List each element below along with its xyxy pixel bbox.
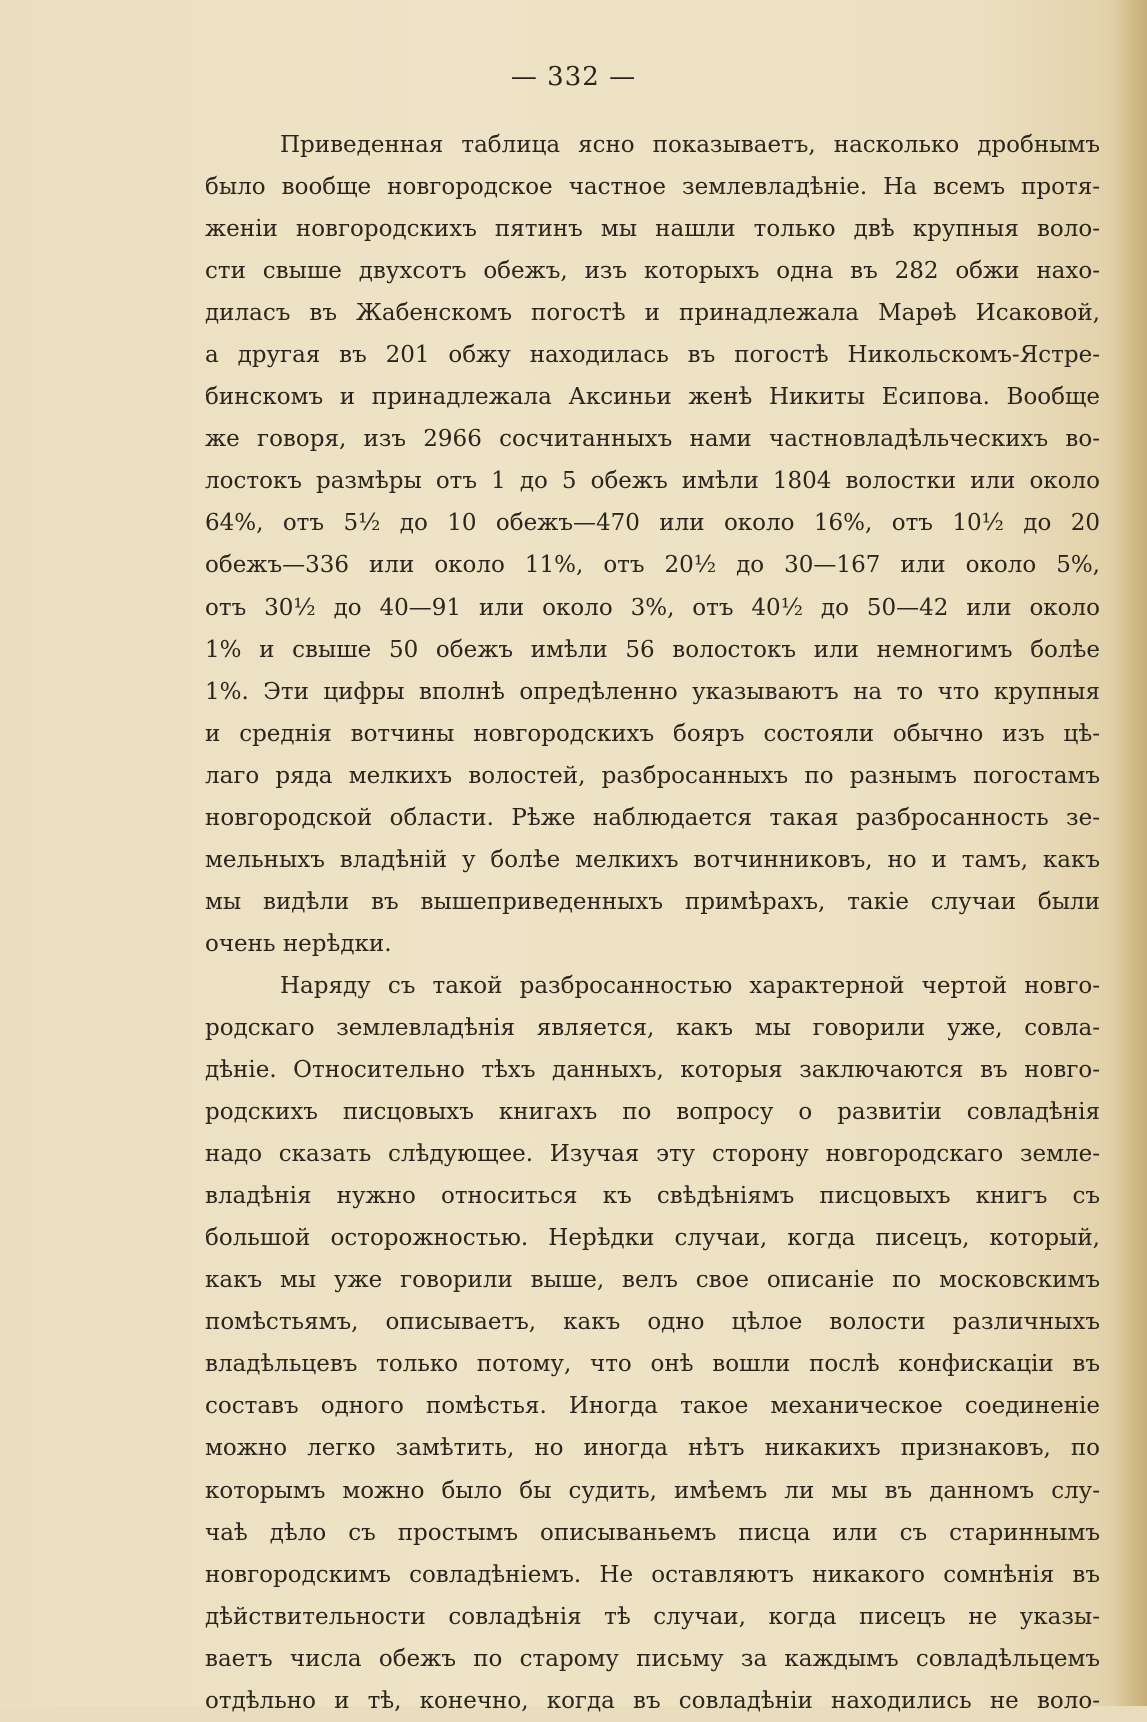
- text-line: ваетъ числа обежъ по старому письму за каждымъ совладѣльцемъ: [205, 1645, 1100, 1672]
- page-edge-shadow: [1113, 0, 1147, 1706]
- text-line: дѣніе. Относительно тѣхъ данныхъ, которыя заключаются въ новго-: [205, 1057, 1100, 1084]
- text-line: сти свыше двухсотъ обежъ, изъ которыхъ одна въ 282 обжи нахо-: [205, 258, 1100, 285]
- text-line: можно легко замѣтить, но иногда нѣтъ никакихъ признаковъ, по: [205, 1435, 1100, 1462]
- text-line: мы видѣли въ вышеприведенныхъ примѣрахъ, такіе случаи были: [205, 888, 1100, 915]
- text-line: владѣльцевъ только потому, что онѣ вошли послѣ конфискаціи въ: [205, 1351, 1100, 1378]
- text-line: было вообще новгородское частное землевладѣніе. На всемъ протя-: [205, 174, 1100, 201]
- text-line: обежъ—336 или около 11%, отъ 20½ до 30—167 или около 5%,: [205, 552, 1100, 579]
- text-line: же говоря, изъ 2966 сосчитанныхъ нами частновладѣльческихъ во-: [205, 426, 1100, 453]
- text-line: большой осторожностью. Нерѣдки случаи, когда писецъ, который,: [205, 1225, 1100, 1252]
- body-text: [205, 124, 1100, 1722]
- text-line: диласъ въ Жабенскомъ погостѣ и принадлежала Марѳѣ Исаковой,: [205, 300, 1100, 327]
- text-line: составъ одного помѣстья. Иногда такое механическое соединеніе: [205, 1393, 1100, 1420]
- text-line: Наряду съ такой разбросанностью характерной чертой новго-: [280, 972, 1100, 999]
- text-line: новгородскимъ совладѣніемъ. Не оставляютъ никакого сомнѣнія въ: [205, 1561, 1100, 1588]
- text-line: чаѣ дѣло съ простымъ описываньемъ писца или съ стариннымъ: [205, 1519, 1100, 1546]
- text-line: владѣнія нужно относиться къ свѣдѣніямъ писцовыхъ книгъ съ: [205, 1183, 1100, 1210]
- text-line: лаго ряда мелкихъ волостей, разбросанныхъ по разнымъ погостамъ: [205, 762, 1100, 789]
- text-line: женіи новгородскихъ пятинъ мы нашли только двѣ крупныя воло-: [205, 216, 1100, 243]
- text-line: новгородской области. Рѣже наблюдается такая разбросанность зе-: [205, 804, 1100, 831]
- page-number: — 332 —: [510, 62, 637, 92]
- text-line: бинскомъ и принадлежала Аксиньи женѣ Никиты Есипова. Вообще: [205, 384, 1100, 411]
- text-line: дѣйствительности совладѣнія тѣ случаи, когда писецъ не указы-: [205, 1603, 1100, 1630]
- text-line: надо сказать слѣдующее. Изучая эту сторону новгородскаго земле-: [205, 1141, 1100, 1168]
- text-line: 1%. Эти цифры вполнѣ опредѣленно указываютъ на то что крупныя: [205, 678, 1100, 705]
- text-line: Приведенная таблица ясно показываетъ, насколько дробнымъ: [280, 132, 1100, 158]
- text-line: и среднія вотчины новгородскихъ бояръ состояли обычно изъ цѣ-: [205, 720, 1100, 747]
- text-line: отъ 30½ до 40—91 или около 3%, отъ 40½ до 50—42 или около: [205, 594, 1100, 621]
- text-line: которымъ можно было бы судить, имѣемъ ли мы въ данномъ слу-: [205, 1477, 1100, 1504]
- text-line: родскаго землевладѣнія является, какъ мы говорили уже, совла-: [205, 1014, 1100, 1041]
- text-line: 64%, отъ 5½ до 10 обежъ—470 или около 16%, отъ 10½ до 20: [205, 510, 1100, 537]
- text-line: лостокъ размѣры отъ 1 до 5 обежъ имѣли 1804 волостки или около: [205, 468, 1100, 495]
- text-line: а другая въ 201 обжу находилась въ погостѣ Никольскомъ-Ястре-: [205, 342, 1100, 369]
- text-line: очень нерѣдки.: [205, 930, 392, 957]
- text-line: мельныхъ владѣній у болѣе мелкихъ вотчинниковъ, но и тамъ, какъ: [205, 846, 1100, 873]
- text-line: отдѣльно и тѣ, конечно, когда въ совладѣніи находились не воло-: [205, 1687, 1100, 1714]
- text-line: 1% и свыше 50 обежъ имѣли 56 волостокъ или немногимъ болѣе: [205, 636, 1100, 663]
- text-line: родскихъ писцовыхъ книгахъ по вопросу о развитіи совладѣнія: [205, 1099, 1100, 1126]
- text-line: какъ мы уже говорили выше, велъ свое описаніе по московскимъ: [205, 1267, 1100, 1294]
- text-line: помѣстьямъ, описываетъ, какъ одно цѣлое волости различныхъ: [205, 1309, 1100, 1336]
